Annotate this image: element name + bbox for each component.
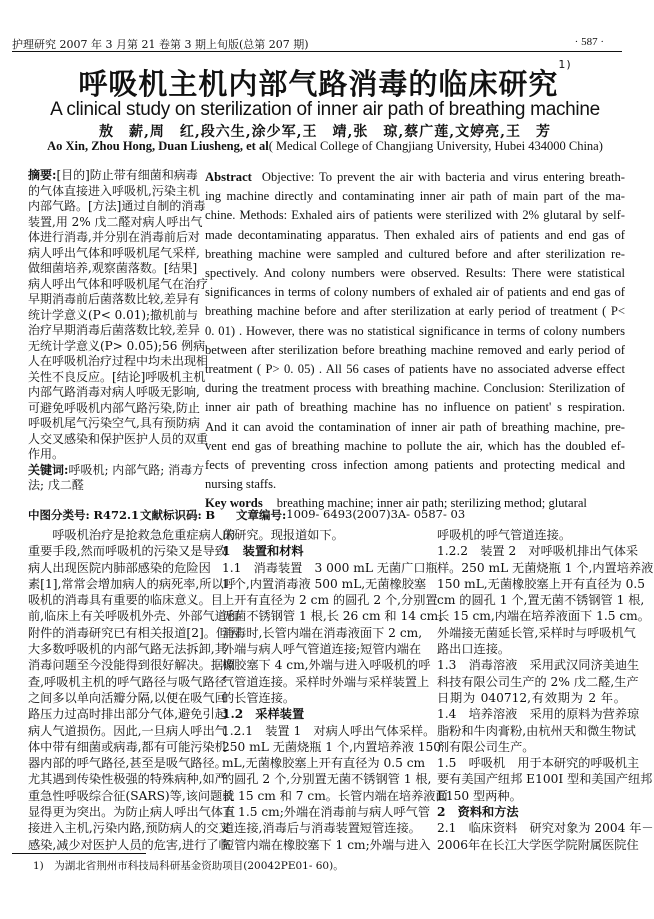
title-zh: 呼吸机主机内部气路消毒的临床研究 [78,67,559,101]
body-line: 呼吸机的呼气管道连接。 [437,528,572,542]
abstract-line: breathing machine were sampled and cultured before and after sterilization re- [205,246,625,261]
body-line: 短管内端在橡胶塞下 1 cm;外端与进入 [222,837,431,852]
abstract-line: 治疗早期消毒后菌落数比较,差异 [28,323,200,337]
body-line: 下 1.5 cm;外端在消毒前与病人呼气管 [222,805,431,820]
abstract-line: 人交叉感染和保护医护人员的双重 [28,431,209,446]
abstract-line: [目的]防止带有细菌和病毒 [56,168,198,182]
abstract-line: significances in terms of colony numbers of exhaled air of patients and end gas of [205,285,625,300]
abstract-line: 早期消毒前后菌落数比较,差异有 [28,292,200,306]
text-line [205,264,625,283]
title-footnote-mark: 1) [558,58,572,71]
body-line: 器内部的呼气路径,甚至是吸气路径。 [28,756,227,771]
body-line: 素[1],常常会增加病人的病死率,所以呼 [28,576,236,591]
text-line [205,341,625,360]
text-line [205,398,625,417]
body-line: 长 15 cm,内端在培养液面下 1.5 cm。 [437,609,650,624]
body-line: 道连接,消毒后与消毒装置短管连接。 [222,821,421,836]
abstract-line: 可避免呼吸机内部气路污染,防止 [28,400,200,415]
keywords-zh [28,478,196,494]
text-line [205,456,625,475]
body-line: 之间多以单向活瓣分隔,以便在吸气回 [28,690,227,705]
body-line: 1.4 培养溶液 采用的原料为营养琼 [437,707,640,722]
journal-info: 护理研究 2007 年 3 月第 21 卷第 3 期上旬版(总第 207 期) [12,38,309,51]
abstract-line: spectively. And colony numbers were observed. Results: There were statistical [205,266,625,281]
abstract-line: 人在呼吸机治疗过程中均未出现相 [28,354,209,368]
abstract-zh-label: 摘要: [28,168,57,182]
abstract-line: 呼吸机尾气污染空气,具有预防病 [28,416,200,430]
body-line: 附件的消毒研究已有相关报道[2]。但因 [28,625,241,640]
body-line: 要有美国产纽邦 E100I 型和美国产纽邦 [437,772,653,787]
text-line [28,431,209,448]
text-line [205,379,625,398]
abstract-line: 病人呼出气体和呼吸机尾气在治疗 [28,276,209,291]
text-line [205,187,625,206]
doc-code [140,507,215,523]
body-line: 气管道连接。采样时外端与采样装置上 [222,674,430,689]
abstract-line: 无统计学意义(P> 0.05);56 例病 [28,338,206,353]
abstract-line: chine. Methods: Exhaled airs of patients were sterilized with 2% glutaral by self- [205,208,625,223]
text-line [28,168,196,184]
text-line [28,183,200,200]
body-line: 1.1 消毒装置 3 000 mL 无菌广口瓶 [222,560,438,575]
body-line: 1.3 消毒溶液 采用武汉同济美迪生 [437,658,640,673]
doc-label: 文献标识码: [140,508,202,522]
body-line: 感染,减少对医护人员的危害,进行了临 [28,837,231,852]
abstract-line: during the treatment process with breathing machine. Conclusion: Sterilization of [205,381,625,396]
keywords-zh [28,462,205,479]
body-line: 的圆孔 2 个,分别置无菌不锈钢管 1 根, [222,772,432,787]
body-line: 长 15 cm 和 7 cm。长管内端在培养液面 [222,788,448,803]
authors-zh: 敖 薪,周 红,段六生,涂少军,王 靖,张 琼,蔡广莲,文婷亮,王 芳 [99,124,551,140]
abstract-line: 体进行消毒,并分别在消毒前后对 [28,230,200,244]
footnote-divider [12,853,146,854]
body-line: 前,临床上有关呼吸机外壳、外部气道和 [28,609,240,624]
body-line: 1.2 采样装置 [222,707,305,722]
text-line [205,475,625,494]
body-line: 1.2.1 装置 1 对病人呼出气体采样。 [222,723,436,738]
body-line: 日期为 040712,有效期为 2 年。 [437,690,626,705]
body-line: 呼吸机治疗是抢救急危重症病人的 [28,528,236,542]
body-line: 病人气道损伤。因此,一旦病人呼出气 [28,723,227,738]
body-line: 吸机的消毒具有重要的临床意义。目 [28,593,223,608]
abstract-line: 统计学意义(P< 0.01);撤机前与 [28,307,199,322]
body-line: 1.2.2 装置 2 对呼吸机排出气体采 [437,544,639,559]
body-line: 科技有限公司生产的 2% 戊二醛,生产 [437,674,639,689]
body-column-2 [222,527,451,853]
text-line [205,226,625,245]
text-line [205,245,625,264]
body-line: 1 装置和材料 [222,544,304,559]
body-line: 外端与病人呼气管道连接;短管内端在 [222,642,422,657]
body-line: E150 型两种。 [437,788,522,803]
body-line: 1 个,内置消毒液 500 mL,无菌橡胶塞 [222,576,427,591]
text-line [28,338,206,355]
doc-value: B [205,508,216,522]
body-line: 1.5 呼吸机 用于本研究的呼吸机主 [437,756,640,771]
text-line [205,283,625,302]
body-line: 床研究。现报道如下。 [222,528,344,542]
abstract-line: 0. 01) . However, there was no statistical significance in terms of colony numbers [205,323,625,338]
text-line [28,307,199,324]
affiliation: ( Medical College of Changjiang University, Hubei 434000 China) [268,139,603,153]
article-label: 文章编号: [236,508,287,522]
text-line [205,360,625,379]
body-line: 脂粉和牛肉膏粉,由杭州天和微生物试 [437,723,636,738]
abstract-line: nursing staffs. [205,477,277,492]
abstract-line: fects of preventing cross infection among patients and protecting medical and [205,458,625,473]
text-line [28,245,200,262]
abstract-line: 的气体直接进入呼吸机,污染主机 [28,183,200,198]
page-number: · 587 · [574,36,604,48]
keywords-en-label: Key words [205,496,263,511]
abstract-en [205,168,625,514]
body-column-3 [437,527,654,853]
body-line: 无菌不锈钢管 1 根,长 26 cm 和 14 cm。 [222,609,451,624]
body-line: 大多数呼吸机的内部气路无法拆卸,其 [28,642,227,657]
article-value: 1009- 6493(2007)3A- 0587- 03 [286,507,466,521]
body-line: 体中带有细菌或病毒,都有可能污染机 [28,739,227,754]
abstract-line: between after sterilization before breathing machine removed and early period of [205,342,625,357]
abstract-line: Objective: To prevent the air with bacteria and virus entering breath- [261,170,625,184]
text-line [205,418,625,437]
text-line [28,276,209,293]
text-line [205,437,625,456]
abstract-line: 关性不良反应。[结论]呼吸机主机 [28,369,206,384]
body-line: 病人出现医院内肺部感染的危险因 [28,560,211,575]
clc-number [28,507,139,523]
keywords-zh-label: 关键词: [28,462,69,477]
text-line [28,261,196,277]
abstract-line: inner air path of breathing machine has no influence on patient' s respiration. [205,400,625,415]
authors-affiliation [0,139,650,154]
text-line [28,323,200,339]
text-line [28,199,206,215]
authors-en: Ao Xin, Zhou Hong, Duan Liusheng, et al [47,139,269,153]
body-line: 上开有直径为 2 cm 的圆孔 2 个,分别置 [222,593,438,608]
body-line: 查,呼吸机主机的呼气路径与吸气路径 [28,674,227,689]
body-line: 样。250 mL 无菌烧瓶 1 个,内置培养液 [437,560,654,575]
clc-value: R472.1 [93,508,139,522]
abstract-line: 作用。 [28,447,65,461]
body-line: 消毒时,长管内端在消毒液面下 2 cm, [222,625,423,640]
body-line: 尤其遇到传染性极强的特殊病种,如严 [28,772,227,787]
text-line [205,302,625,321]
title-en: A clinical study on sterilization of inner air path of breathing machine [50,99,600,120]
abstract-line: 内部气路消毒对病人呼吸无影响, [28,385,200,399]
abstract-line: 病人呼出气体和呼吸机尾气采样, [28,245,200,260]
abstract-line: 做细菌培养,观察菌落数。[结果] [28,261,198,275]
body-line: mL,无菌橡胶塞上开有直径为 0.5 cm [222,756,426,771]
text-line [205,322,625,341]
body-line: 消毒问题至今没能得到很好解决。据调 [28,658,236,673]
body-line: 重急性呼吸综合征(SARS)等,该问题就 [28,788,235,803]
text-line [28,385,200,401]
abstract-line: vent end gas of breathing machine to pollute the air, which has the doubled ef- [205,438,625,453]
abstract-en-label: Abstract [205,170,252,184]
body-line: 2 资料和方法 [437,805,519,820]
body-line: 重要手段,然而呼吸机的污染又是导致 [28,544,227,559]
text-line [28,447,196,463]
text-line [28,230,200,246]
text-line [28,416,200,432]
body-line: 250 mL 无菌烧瓶 1 个,内置培养液 150 [222,739,442,754]
text-line [28,354,209,370]
text-line [28,292,200,308]
article-number [236,507,466,523]
abstract-line: made decontaminating apparatus. Then exhaled airs of patients and end gas of [205,227,625,242]
text-line [205,206,625,225]
abstract-line: 装置,用 2% 戊二醛对病人呼出气 [28,214,203,229]
abstract-line: And it can avoid the contamination of inner air path of breathing machine, pre- [205,419,625,434]
keyword-line: 呼吸机; 内部气路; 消毒方 [68,462,205,477]
keywords-en-value: breathing machine; inner air path; sterilizing method; glutaral [276,496,587,511]
abstract-line: breathing machine before and after sterilization at early period of treatment ( P< [205,304,625,319]
body-line: 剂有限公司生产。 [437,739,535,754]
abstract-line: ing machine directly and contaminating inner air path of main part of the ma- [205,189,625,204]
footnote: 1) 为湖北省荆州市科技局科研基金资助项目(20042PE01- 60)。 [33,860,344,872]
text-line [205,168,625,187]
body-line: cm 的圆孔 1 个,置无菌不锈钢管 1 根, [437,593,645,608]
body-line: 路出口连接。 [437,642,511,657]
body-line: 150 mL,无菌橡胶塞上开有直径为 0.5 [437,576,645,591]
text-line [28,214,203,231]
running-head [12,34,622,52]
paper-title [0,58,650,103]
text-line [28,400,200,417]
body-line: 接进入主机,污染内路,预防病人的交叉 [28,821,231,836]
body-line: 显得更为突出。为防止病人呼出气体直 [28,805,236,820]
text-line [28,369,206,386]
body-line: 外端接无菌延长管,采样时与呼吸机气 [437,625,636,640]
body-line: 的长管连接。 [222,690,296,705]
body-column-1 [28,527,241,853]
keyword-line: 法; 戊二醛 [28,478,84,492]
clc-label: 中图分类号: [28,508,90,522]
abstract-zh [28,168,209,494]
abstract-line: treatment ( P> 0. 05) . All 56 cases of patients have no associated adverse effect [205,362,625,377]
body-line: 路压力过高时排出部分气体,避免引起 [28,707,227,722]
abstract-line: 内部气路。[方法]通过自制的消毒 [28,199,206,213]
body-line: 2006年在长江大学医学院附属医院住 [437,837,639,852]
body-line: 2.1 临床资料 研究对象为 2004 年－ [437,821,654,836]
body-line: 橡胶塞下 4 cm,外端与进入呼吸机的呼 [222,658,431,673]
